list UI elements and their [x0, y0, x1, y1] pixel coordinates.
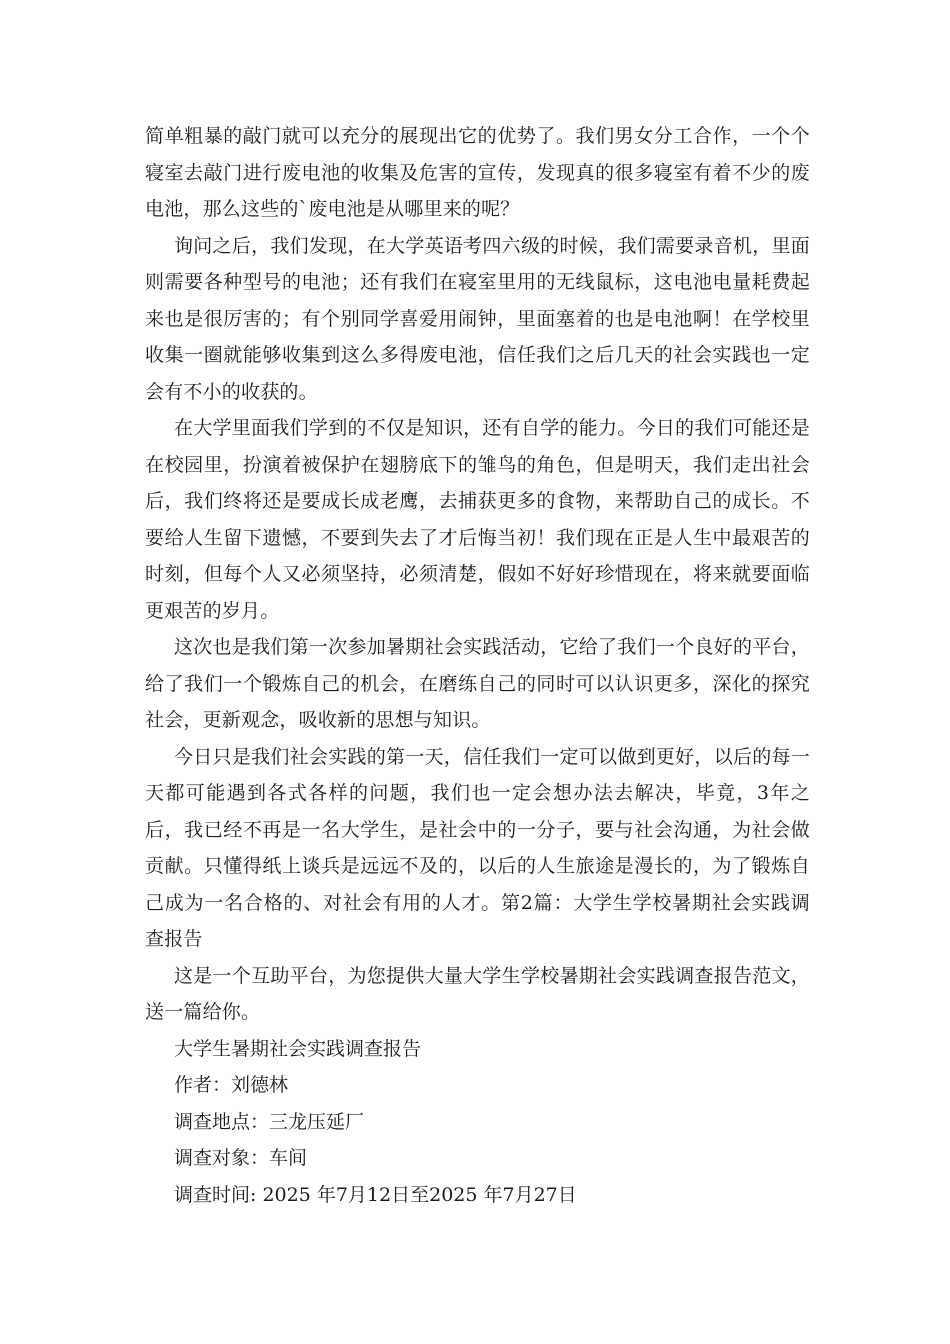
report-time: 调查时间: 2025 年7月12日至2025 年7月27日: [174, 1183, 577, 1206]
paragraph-learning: 在大学里面我们学到的不仅是知识，还有自学的能力。今日的我们可能还是在校园里，扮演着被保护在翅膀底下的雏鸟的角色，但是明天，我们走出社会后，我们终将还是要成长成老鹰，去捕获更多的食物，来帮助自己的成长。不要给人生留下遗憾，不要到失去了才后悔当初！我们现在正是人生中最艰苦的时刻，但每个人又必须坚持，必须清楚，假如不好好珍惜现在，将来就要面临更艰苦的岁月。: [145, 417, 810, 622]
report-title: 大学生暑期社会实践调查报告: [174, 1037, 422, 1060]
paragraph-continuation: 简单粗暴的敲门就可以充分的展现出它的优势了。我们男女分工合作，一个个寝室去敲门进行废电池的收集及危害的宣传，发现真的很多寝室有着不少的废电池，那么这些的`废电池是从哪里来的呢？: [145, 125, 810, 220]
report-author: 作者：刘德林: [174, 1074, 289, 1096]
paragraph-first-practice: 这次也是我们第一次参加暑期社会实践活动，它给了我们一个良好的平台，给了我们一个锻炼自己的机会，在磨练自己的同时可以认识更多，深化的探究社会，更新观念，吸收新的思想与知识。: [145, 636, 810, 731]
report-location: 调查地点：三龙压延厂: [174, 1110, 365, 1133]
paragraph-inquiry: 询问之后，我们发现，在大学英语考四六级的时候，我们需要录音机，里面则需要各种型号的电池；还有我们在寝室里用的无线鼠标，这电池电量耗费起来也是很厉害的；有个别同学喜爱用闹钟，里面塞着的也是电池啊！在学校里收集一圈就能够收集到这么多得废电池，信任我们之后几天的社会实践也一定会有不小的收获的。: [145, 234, 810, 403]
paragraph-first-day: 今日只是我们社会实践的第一天，信任我们一定可以做到更好，以后的每一天都可能遇到各式各样的问题，我们也一定会想办法去解决，毕竟，3年之后，我已经不再是一名大学生，是社会中的一分子，要与社会沟通，为社会做贡献。只懂得纸上谈兵是远远不及的，以后的人生旅途是漫长的，为了锻炼自己成为一名合格的、对社会有用的人才。第2篇：大学生学校暑期社会实践调查报告: [145, 745, 810, 950]
document-page: [145, 118, 810, 1213]
report-subject: 调查对象：车间: [174, 1147, 308, 1169]
paragraph-platform-intro: 这是一个互助平台，为您提供大量大学生学校暑期社会实践调查报告范文，送一篇给你。: [145, 964, 810, 1023]
